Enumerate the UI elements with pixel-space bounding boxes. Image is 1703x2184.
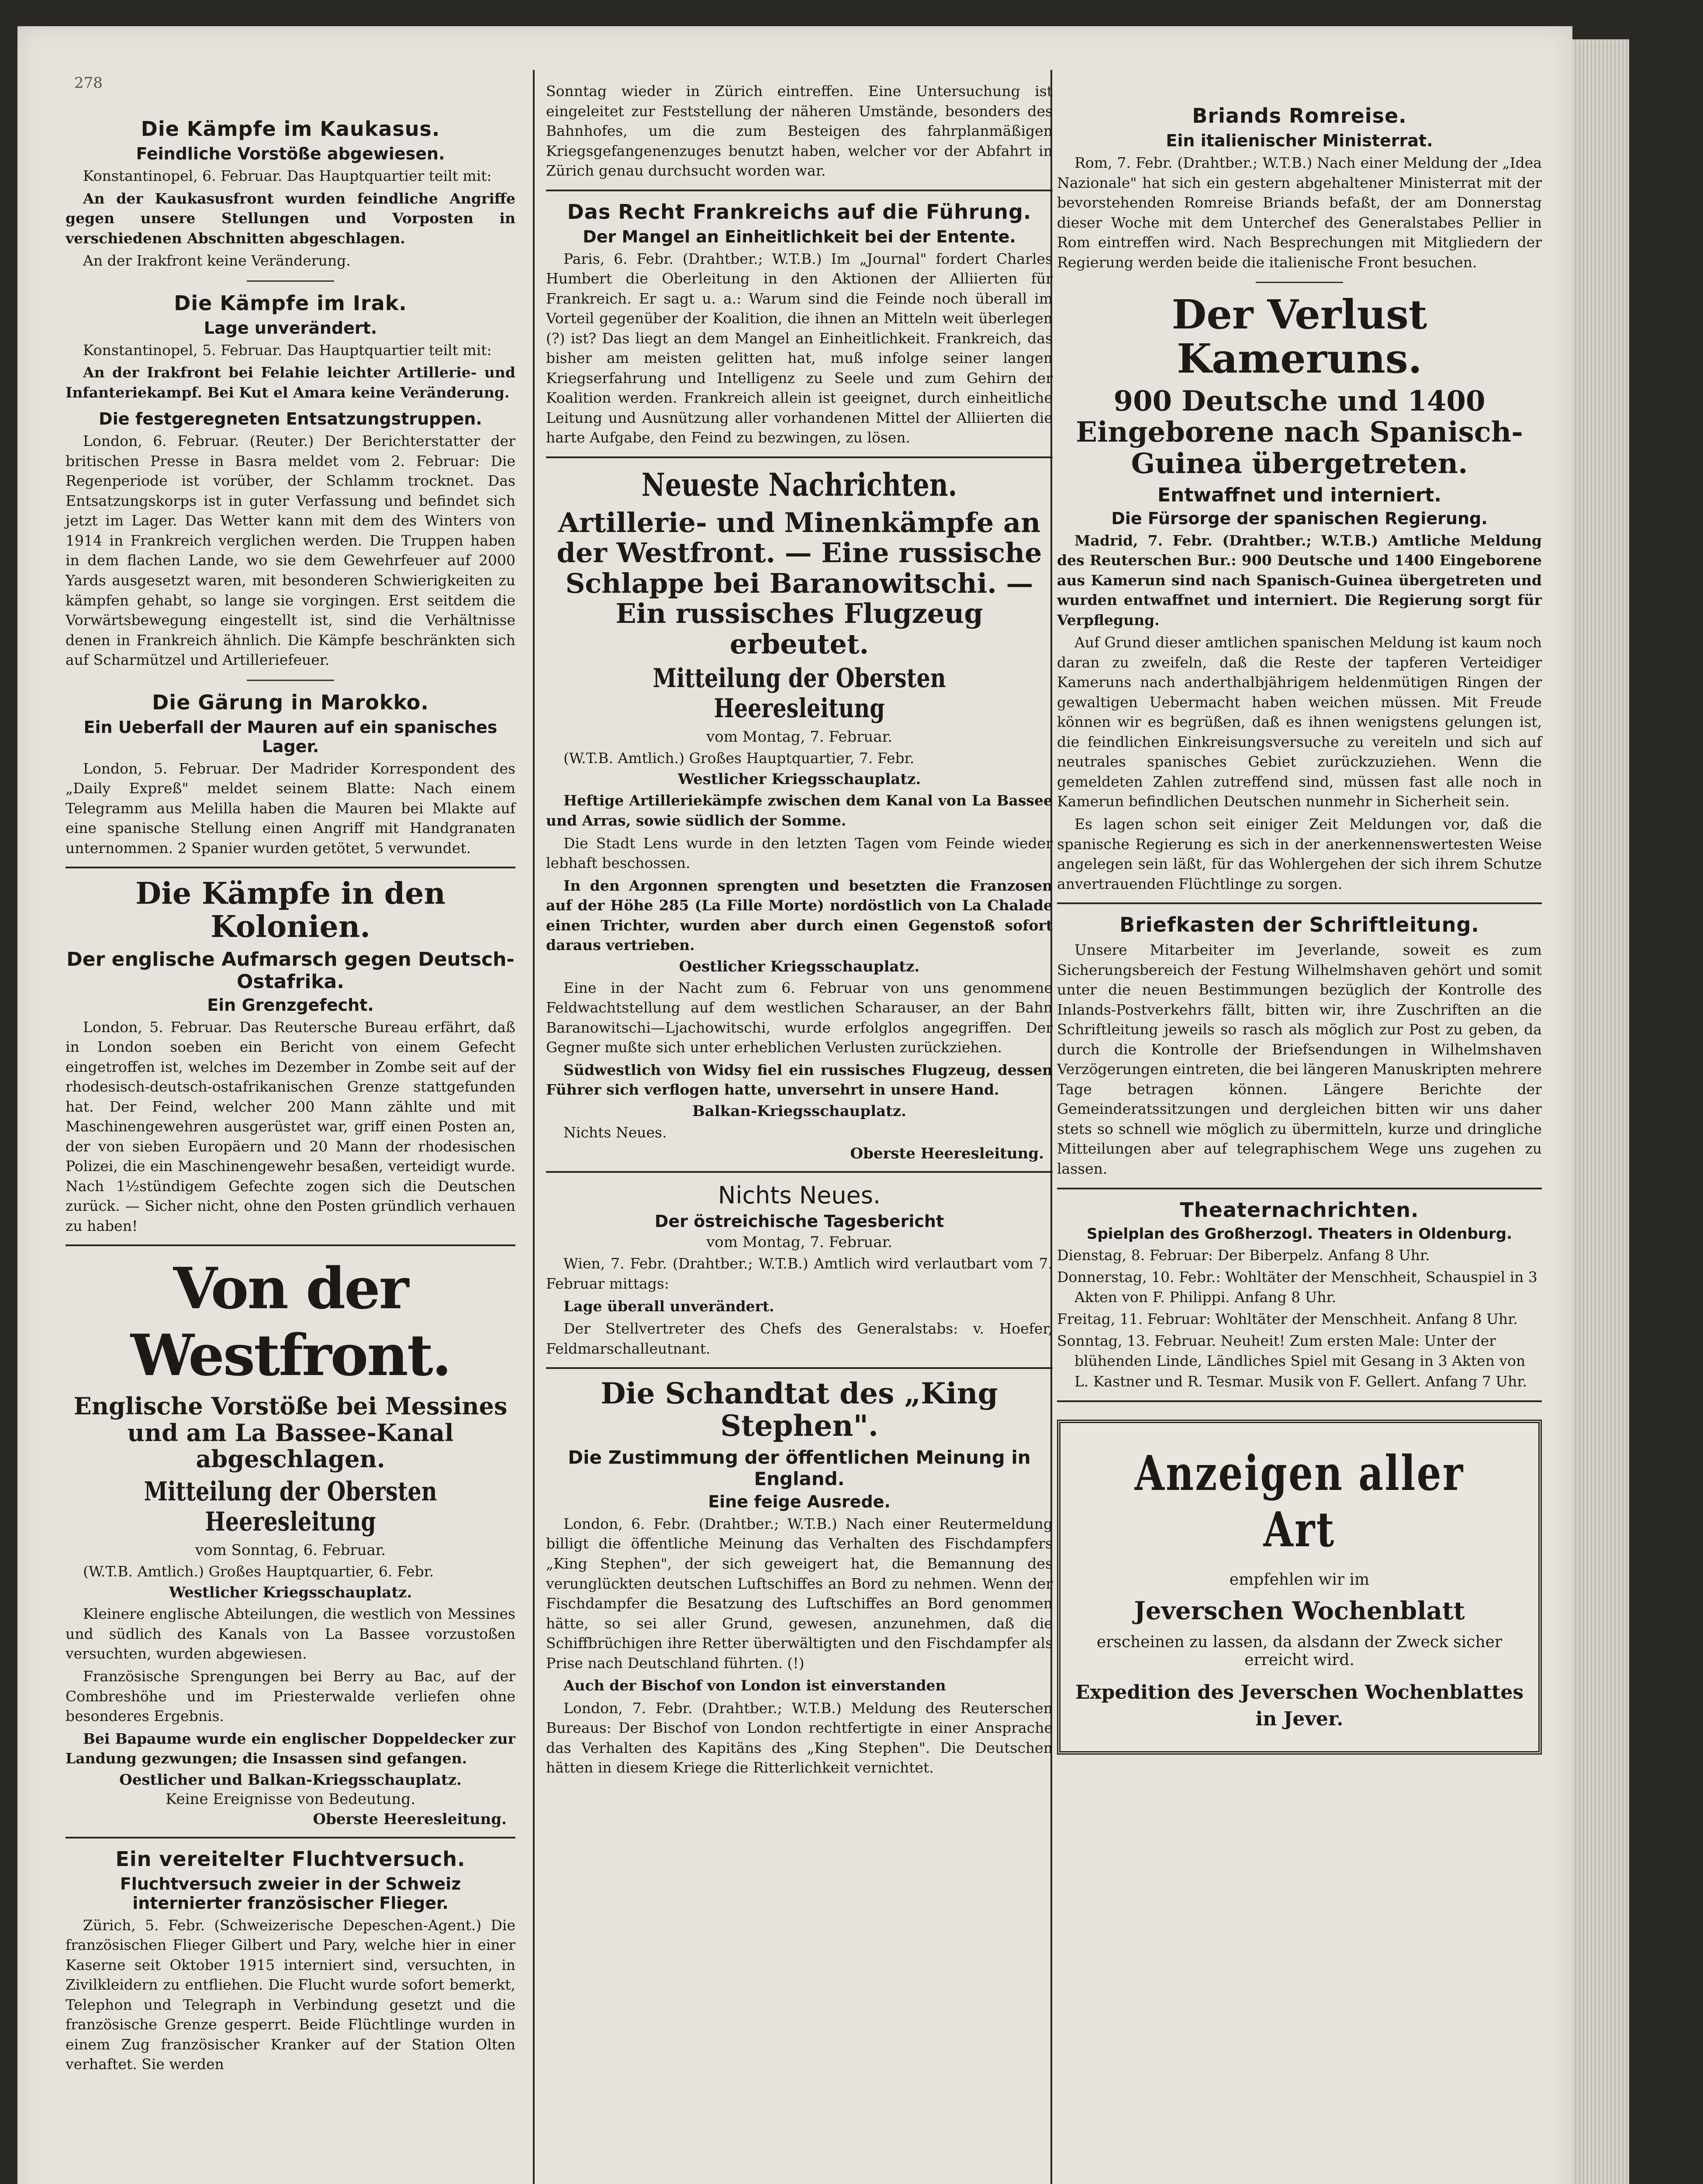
section-rule <box>1057 1400 1542 1402</box>
section-rule <box>1057 902 1542 904</box>
entsatz-title: Die festgeregneten Entsatzungstruppen. <box>99 409 482 429</box>
irak-sub: Lage unverändert. <box>204 318 377 338</box>
flucht-title: Ein vereitelter Fluchtversuch. <box>115 1847 466 1871</box>
westfront-sub: Englische Vorstöße bei Messines und am La Bassee-Kanal abgeschlagen. <box>73 1392 508 1473</box>
theater-sub: Spielplan des Großherzogl. Theaters in Oldenburg. <box>1086 1225 1513 1243</box>
ad-line-2: Jeverschen Wochenblatt <box>1134 1596 1465 1625</box>
kaukasus-p2: An der Kaukasusfront wurden feindliche Angriffe gegen unsere Stellungen und Vorposten in verschiedenen Abschnitten abgeschlagen. <box>66 190 515 247</box>
theater-title: Theaternachrichten. <box>1180 1198 1419 1222</box>
kamerun-title: Der Verlust Kameruns. <box>1171 291 1427 383</box>
kaukasus-title: Die Kämpfe im Kaukasus. <box>141 117 440 141</box>
flucht-sub: Fluchtversuch zweier in der Schweiz internierter französischer Flieger. <box>120 1874 461 1913</box>
kamerun-sub: 900 Deutsche und 1400 Eingeborene nach Spanisch-Guinea übergetreten. <box>1076 384 1523 480</box>
kaukasus-p3: An der Irakfront keine Veränderung. <box>83 252 351 270</box>
nichts-p3: Der Stellvertreter des Chefs des Generalstabs: v. Hoefer, Feldmarschalleutnant. <box>546 1320 1053 1357</box>
frankreich-title: Das Recht Frankreichs auf die Führung. <box>567 200 1032 224</box>
neueste-ost: Oestlicher Kriegsschauplatz. <box>679 957 920 975</box>
section-rule <box>66 867 515 868</box>
neueste-p5: Eine in der Nacht zum 6. Februar von uns genommene Feldwachtstellung auf dem westlichen Scharauser, an der Bahn Baranowitschi—Ljachowitschi, wurde erfolglos angegriffen. Der Gegner mußte sich unter erheblichen Verlusten zurückziehen. <box>546 979 1053 1056</box>
section-rule <box>1057 1188 1542 1189</box>
neueste-p1: (W.T.B. Amtlich.) Großes Hauptquartier, 7. Febr. <box>563 749 915 767</box>
westfront-p2: Kleinere englische Abteilungen, die westlich von Messines und südlich des Kanals von La Bassee vorzustoßen versuchten, wurden abgewiesen. <box>66 1605 515 1662</box>
kaukasus-sub: Feindliche Vorstöße abgewiesen. <box>136 144 445 163</box>
neueste-p3: Die Stadt Lens wurde in den letzten Tagen vom Feinde wieder lebhaft beschossen. <box>546 834 1053 872</box>
nichts-date: vom Montag, 7. Februar. <box>706 1234 892 1251</box>
section-rule <box>546 190 1053 191</box>
schandtat-p1: London, 6. Febr. (Drahtber.; W.T.B.) Nach einer Reutermeldung billigt die öffentliche Meinung das Verhalten des Fischdampfers „King Stephen", der sich geweigert hat, die Bemannung des verunglückten deutschen Luftschiffes an Bord zu nehmen. Wenn der Fischdampfer die Besatzung des Luftschiffes an Bord genommen hätte, so sei aller Grund, gewesen, anzunehmen, daß die Schiffbrüchigen ihre Retter überwältigten und den Fischdampfer als Prise nach Deutschland führten. (!) <box>546 1515 1053 1672</box>
theater-row: Dienstag, 8. Februar: Der Biberpelz. Anfang 8 Uhr. <box>1057 1246 1430 1264</box>
neueste-west: Westlicher Kriegsschauplatz. <box>677 771 921 788</box>
advertisement-box <box>1057 1420 1542 1755</box>
nichts-title: Nichts Neues. <box>718 1182 881 1209</box>
schandtat-title: Die Schandtat des „King Stephen". <box>601 1376 998 1443</box>
neueste-balkan: Balkan-Kriegsschauplatz. <box>692 1102 906 1120</box>
neueste-signature: Oberste Heeresleitung. <box>850 1145 1044 1163</box>
kamerun-sub2: Entwaffnet und interniert. <box>1157 484 1442 506</box>
neueste-p6: Südwestlich von Widsy fiel ein russisches Flugzeug, dessen Führer sich verflogen hatte, unversehrt in unsere Hand. <box>546 1061 1053 1099</box>
neueste-headline: Artillerie- und Minenkämpfe an der Westfront. — Eine russische Schlappe bei Baranowitschi. — Ein russisches Flugzeug erbeutet. <box>556 506 1042 660</box>
schandtat-p2: Auch der Bischof von London ist einverstanden <box>563 1677 946 1694</box>
westfront-mitteilung: Mitteilung der Obersten Heeresleitung <box>144 1476 437 1537</box>
nichts-p1: Wien, 7. Febr. (Drahtber.; W.T.B.) Amtlich wird verlautbart vom 7. Februar mittags: <box>546 1255 1053 1292</box>
marokko-title: Die Gärung in Marokko. <box>152 690 429 714</box>
schandtat-p3: London, 7. Febr. (Drahtber.; W.T.B.) Meldung des Reuterschen Bureaus: Der Bischof von London rechtfertigte in einer Ansprache das Verhalten des Kapitäns des „King Stephen". Die Deutschen hätten in diesem Kriege die Ritterlichkeit vernichtet. <box>546 1699 1053 1776</box>
ad-title: Anzeigen aller Art <box>1134 1444 1465 1558</box>
frankreich-sub: Der Mangel an Einheitlichkeit bei der Entente. <box>583 227 1016 246</box>
westfront-p1: (W.T.B. Amtlich.) Großes Hauptquartier, 6. Febr. <box>83 1562 434 1580</box>
brief-p1: Unsere Mitarbeiter im Jeverlande, soweit es zum Sicherungsbereich der Festung Wilhelmshaven gehört und somit unter die neuen Bestimmungen bezüglich der Kontrolle des Inlands-Postverkehrs fällt, bitten wir, ihre Zuschriften an die Schriftleitung jeweils so rasch als möglich zur Post zu geben, da durch die Kontrolle der Briefsendungen in Wilhelmshaven Verzögerungen eintreten, die bei längeren Manuskripten mehrere Tage betragen können. Längere Berichte der Gemeinderatssitzungen und dergleichen bitten wir uns daher stets so schnell wie möglich zu übermitteln, kurze und dringliche Mitteilungen aber auf telegraphischem Wege uns zugehen zu lassen. <box>1057 941 1542 1177</box>
westfront-title: Von der Westfront. <box>130 1255 451 1389</box>
kolonien-sub2: Ein Grenzgefecht. <box>207 995 374 1015</box>
section-rule <box>546 456 1053 458</box>
theater-row: Freitag, 11. Februar: Wohltäter der Menschheit. Anfang 8 Uhr. <box>1057 1310 1518 1328</box>
kolonien-sub: Der englische Aufmarsch gegen Deutsch-Ostafrika. <box>66 948 515 993</box>
kamerun-p1: Madrid, 7. Febr. (Drahtber.; W.T.B.) Amtliche Meldung des Reuterschen Bur.: 900 Deutsche und 1400 Eingeborene aus Kamerun sind nach Spanisch-Guinea übergetreten und wurden entwaffnet und interniert. Die Regierung sorgt für Verpflegung. <box>1057 532 1542 629</box>
section-rule <box>66 1837 515 1838</box>
column-rule-1 <box>533 70 535 2184</box>
irak-p2: An der Irakfront bei Felahie leichter Artillerie- und Infanteriekampf. Bei Kut el Amara keine Veränderung. <box>66 364 515 401</box>
irak-title: Die Kämpfe im Irak. <box>174 291 407 315</box>
section-rule <box>546 1171 1053 1173</box>
schandtat-sub: Die Zustimmung der öffentlichen Meinung in England. <box>568 1446 1031 1489</box>
ad-line-5: in Jever. <box>1255 1707 1344 1730</box>
marokko-p1: London, 5. Februar. Der Madrider Korrespondent des „Daily Expreß" meldet seinem Blatte: Nach einem Telegramm aus Melilla haben die Mauren bei Mlakte auf eine spanische Stellung einen Angriff mit Handgranaten unternommen. 2 Spanier wurden getötet, 5 verwundet. <box>66 760 515 857</box>
kamerun-sub3: Die Fürsorge der spanischen Regierung. <box>1111 508 1488 528</box>
column-3 <box>1057 96 1542 1755</box>
nichts-sub: Der östreichische Tagesbericht <box>654 1212 944 1231</box>
marokko-sub: Ein Ueberfall der Mauren auf ein spanisches Lager. <box>83 717 497 756</box>
briand-sub: Ein italienischer Ministerrat. <box>1166 131 1433 150</box>
westfront-p4: Bei Bapaume wurde ein englischer Doppeldecker zur Landung gezwungen; die Insassen sind gefangen. <box>66 1730 515 1767</box>
briand-p1: Rom, 7. Febr. (Drahtber.; W.T.B.) Nach einer Meldung der „Idea Nazionale" hat sich ein gestern abgehaltener Ministerrat mit der bevorstehenden Romreise Briands befaßt, der am Donnerstag dieser Woche mit dem Unterchef des Generalstabes Pellier in Rom eintreffen wird. Nach Besprechungen mit Mitgliedern der Regierung werden beide die italienische Front besuchen. <box>1057 154 1542 271</box>
ad-line-4: Expedition des Jeverschen Wochenblattes <box>1075 1681 1524 1704</box>
frankreich-p1: Paris, 6. Febr. (Drahtber.; W.T.B.) Im „Journal" fordert Charles Humbert die Oberleitung in den Aktionen der Alliierten für Frankreich. Er sagt u. a.: Warum sind die Feinde noch überall im Vorteil gegenüber der Koalition, die ihnen an Mitteln weit überlegen (?) ist? Das liegt an dem Mangel an Einheitlichkeit. Frankreich, das bisher am meisten gelitten hat, muß infolge seiner langen Kriegserfahrung und Intelligenz zu Seele und zum Gehirn der Koalition werden. Frankreich allein ist geeignet, durch einheitliche Leitung und Ausnützung aller vorhandenen Mittel der Alliierten die harte Aufgabe, den Feind zu bezwingen, zu lösen. <box>546 250 1053 446</box>
westfront-kriegsschauplatz: Westlicher Kriegsschauplatz. <box>169 1584 412 1602</box>
section-rule <box>546 1367 1053 1369</box>
kaukasus-p1: Konstantinopel, 6. Februar. Das Hauptquartier teilt mit: <box>83 167 492 184</box>
brief-title: Briefkasten der Schriftleitung. <box>1119 913 1479 937</box>
theater-row: Donnerstag, 10. Febr.: Wohltäter der Menschheit, Schauspiel in 3 Akten von F. Philippi. Anfang 8 Uhr. <box>1057 1268 1537 1306</box>
ad-line-3: erscheinen zu lassen, da alsdann der Zweck sicher erreicht wird. <box>1096 1633 1503 1669</box>
neueste-p7: Nichts Neues. <box>563 1123 667 1141</box>
westfront-p3: Französische Sprengungen bei Berry au Bac, auf der Combreshöhe und im Priesterwalde verliefen ohne besonderes Ergebnis. <box>66 1667 515 1725</box>
kamerun-p3: Es lagen schon seit einiger Zeit Meldungen vor, daß die spanische Regierung es sich in der anerkennenswertesten Weise angelegen sein läßt, für das Wohlergehen der sich ihrem Schutze anvertrauenden Flüchtlinge zu sorgen. <box>1057 816 1542 892</box>
ad-line-1: empfehlen wir im <box>1229 1570 1370 1589</box>
neueste-title: Neueste Nachrichten. <box>641 466 957 503</box>
kolonien-title: Die Kämpfe in den Kolonien. <box>135 876 446 945</box>
neueste-p2: Heftige Artilleriekämpfe zwischen dem Kanal von La Bassee und Arras, sowie südlich der Somme. <box>546 792 1053 829</box>
briand-title: Briands Romreise. <box>1192 104 1407 128</box>
column-1 <box>66 109 515 2077</box>
theater-row: Sonntag, 13. Februar. Neuheit! Zum ersten Male: Unter der blühenden Linde, Ländliches Spiel mit Gesang in 3 Akten von L. Kastner und R. Tesmar. Musik von F. Gellert. Anfang 7 Uhr. <box>1057 1332 1527 1390</box>
westfront-signature: Oberste Heeresleitung. <box>313 1810 507 1828</box>
flucht-p1: Zürich, 5. Febr. (Schweizerische Depeschen-Agent.) Die französischen Flieger Gilbert und Pary, welche hier in einer Kaserne seit Oktober 1915 interniert sind, versuchten, in Zivilkleidern zu entfliehen. Die Flucht wurde sofort bemerkt, Telephon und Telegraph in Verbindung gesetzt und die französische Grenze gesperrt. Beide Flüchtlinge wurden in einem Zug französischer Kranker auf der Station Olten verhaftet. Sie werden <box>66 1916 515 2073</box>
page-edge-stack <box>1572 39 1629 2184</box>
running-head: 278 <box>74 74 103 92</box>
westfront-date: vom Sonntag, 6. Februar. <box>195 1541 386 1559</box>
separator <box>1256 282 1343 283</box>
separator <box>247 680 334 681</box>
schandtat-sub2: Eine feige Ausrede. <box>708 1492 891 1511</box>
kamerun-p2: Auf Grund dieser amtlichen spanischen Meldung ist kaum noch daran zu zweifeln, daß die Reste der tapferen Verteidiger Kameruns nach anderthalbjährigem heldenmütigen Ringen der gewaltigen Uebermacht haben weichen müssen. Mit Freude können wir es begrüßen, daß es ihnen wenigstens gelungen ist, die feindlichen Einkreisungsversuche zu vereiteln und sich auf neutrales spanisches Gebiet zurückzuziehen. Wenn die gemeldeten Zahlen zutreffend sind, müssen fast alle noch in Kamerun befindlichen Deutschen nunmehr in Sicherheit sein. <box>1057 634 1542 810</box>
westfront-p5: Oestlicher und Balkan-Kriegsschauplatz. <box>119 1771 462 1789</box>
neueste-date: vom Montag, 7. Februar. <box>706 728 892 746</box>
westfront-p6: Keine Ereignisse von Bedeutung. <box>165 1790 416 1808</box>
irak-p1: Konstantinopel, 5. Februar. Das Hauptquartier teilt mit: <box>83 341 492 359</box>
column-2 <box>546 79 1053 1780</box>
zuerich-continued: Sonntag wieder in Zürich eintreffen. Eine Untersuchung ist eingeleitet zur Feststellung der näheren Umstände, besonders des Bahnhofes, um die zum Besteigen des fahrplanmäßigen Kriegsgefangenenzuges benutzt haben, welcher vor der Abfahrt in Zürich genau durchsucht worden war. <box>546 83 1053 180</box>
section-rule <box>66 1244 515 1246</box>
nichts-p2: Lage überall unverändert. <box>563 1297 774 1315</box>
separator <box>247 280 334 282</box>
entsatz-p1: London, 6. Februar. (Reuter.) Der Berichterstatter der britischen Presse in Basra meldet vom 2. Februar: Die Regenperiode ist vorüber, der Schlamm trocknet. Das Entsatzungskorps ist in guter Verfassung und befindet sich jetzt im Lager. Das Wetter kann mit dem des Winters von 1914 in Frankreich verglichen werden. Die Truppen haben in dem flachen Lande, wo sie dem Gewehrfeuer auf 2000 Yards ausgesetzt waren, mit besonderen Schwierigkeiten zu kämpfen gehabt, so lange sie vorgingen. Erst seitdem die Vorwärtsbewegung eingestellt ist, sind die Verhältnisse denen in Frankreich ähnlich. Die Kämpfe beschränkten sich auf Scharmützel und Artilleriefeuer. <box>66 432 515 669</box>
kolonien-p1: London, 5. Februar. Das Reutersche Bureau erfährt, daß in London soeben ein Bericht von einem Gefecht eingetroffen ist, welches im Dezember in Zombe seit auf der rhodesisch-deutsch-ostafrikanischen Grenze stattgefunden hat. Der Feind, welcher 200 Mann zählte und mit Maschinengewehren ausgerüstet war, griff einen Posten an, der von sieben Europäern und 20 Mann der rhodesischen Polizei, die ein Maschinengewehr besaßen, verteidigt wurde. Nach 1½stündigem Gefechte zogen sich die Deutschen zurück. — Sicher nicht, ohne den Posten gründlich verhauen zu haben! <box>66 1018 515 1234</box>
neueste-p4: In den Argonnen sprengten und besetzten die Franzosen auf der Höhe 285 (La Fille Morte) nordöstlich von La Chalade einen Trichter, wurden aber durch einen Gegenstoß sofort daraus vertrieben. <box>546 877 1053 954</box>
neueste-mitteilung: Mitteilung der Obersten Heeresleitung <box>653 663 946 724</box>
